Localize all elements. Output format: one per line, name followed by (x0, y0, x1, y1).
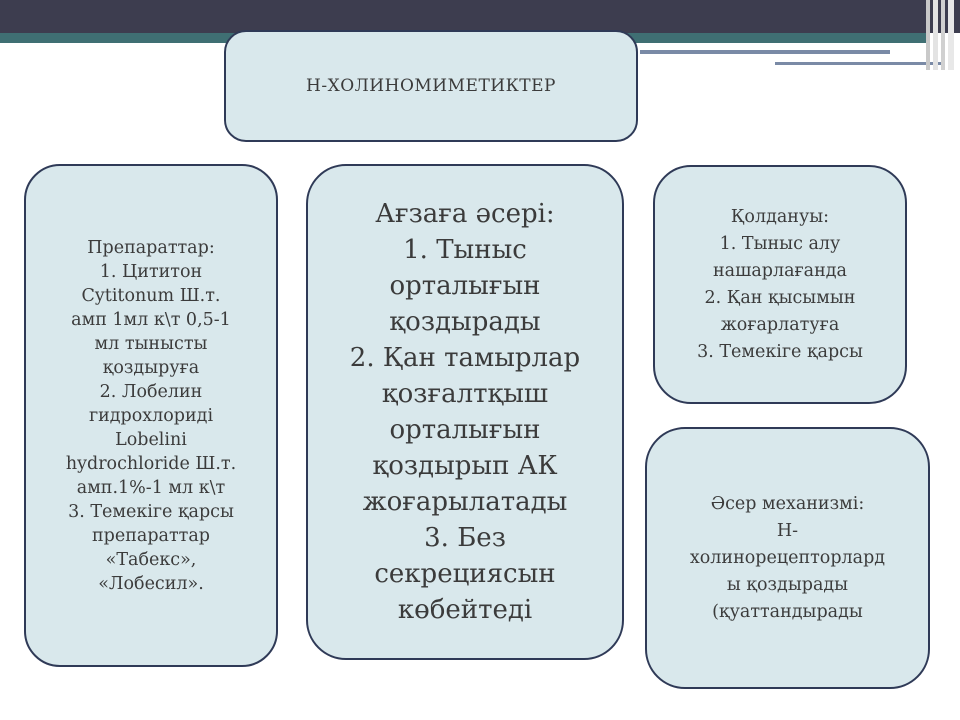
effects-line: қоздырады (389, 307, 541, 337)
decorative-line (640, 50, 890, 54)
effects-line: 1. Тыныс (403, 235, 527, 265)
mechanism-line: холинорецепторлард (689, 547, 886, 568)
mechanism-line: Әсер механизмі: (710, 493, 865, 514)
usage-line: 2. Қан қысымын (704, 287, 856, 308)
preparations-line: Lobelini (115, 429, 187, 450)
usage-line: 1. Тыныс алу (719, 233, 841, 254)
preparations-line: 1. Цититон (99, 261, 203, 282)
effects-line: көбейтеді (397, 595, 533, 625)
mechanism-box (645, 427, 930, 689)
usage-line: 3. Темекіге қарсы (697, 341, 863, 362)
effects-box (306, 164, 624, 660)
usage-line: нашарлағанда (712, 260, 847, 281)
preparations-line: препараттар (92, 525, 210, 546)
usage-text (697, 204, 863, 366)
effects-line: қоздырып АК (372, 451, 558, 481)
effects-line: қозғалтқыш (381, 379, 549, 409)
preparations-line: мл тынысты (94, 333, 208, 354)
preparations-line: қоздыруға (102, 357, 200, 378)
header-banner (0, 0, 960, 33)
effects-text (350, 196, 580, 628)
preparations-line: hydrochloride Ш.т. (65, 453, 237, 474)
effects-line: жоғарылатады (362, 487, 568, 517)
preparations-line: амп 1мл к\т 0,5-1 (71, 309, 231, 330)
decorative-bar (926, 0, 930, 70)
mechanism-text (690, 491, 885, 626)
decorative-bar (948, 0, 954, 70)
decorative-bar (941, 0, 945, 70)
effects-line: 2. Қан тамырлар (349, 343, 581, 373)
preparations-line: «Лобесил». (98, 573, 204, 594)
title-box (224, 30, 638, 142)
preparations-line: гидрохлориді (88, 405, 214, 426)
preparations-line: амп.1%-1 мл к\т (76, 477, 226, 498)
preparations-text (66, 236, 236, 596)
decorative-line (775, 62, 945, 65)
mechanism-line: (қуаттандырады (712, 601, 863, 622)
preparations-line: 3. Темекіге қарсы (68, 501, 234, 522)
preparations-box (24, 164, 278, 667)
preparations-line: Cytitonum Ш.т. (81, 285, 221, 306)
effects-line: 3. Без (424, 523, 506, 553)
title-text: Н-ХОЛИНОМИМЕТИКТЕР (306, 76, 556, 96)
decorative-bar (933, 0, 938, 70)
preparations-line: «Табекс», (105, 549, 197, 570)
effects-line: Ағзаға әсері: (375, 199, 555, 229)
usage-line: жоғарлатуға (720, 314, 840, 335)
usage-line: Қолдануы: (730, 206, 830, 227)
mechanism-line: Н- (776, 520, 799, 541)
effects-line: секрециясын (374, 559, 556, 589)
effects-line: орталығын (389, 415, 541, 445)
usage-box (653, 165, 907, 404)
preparations-line: Препараттар: (87, 237, 215, 258)
preparations-line: 2. Лобелин (99, 381, 203, 402)
mechanism-line: ы қоздырады (726, 574, 849, 595)
effects-line: орталығын (389, 271, 541, 301)
